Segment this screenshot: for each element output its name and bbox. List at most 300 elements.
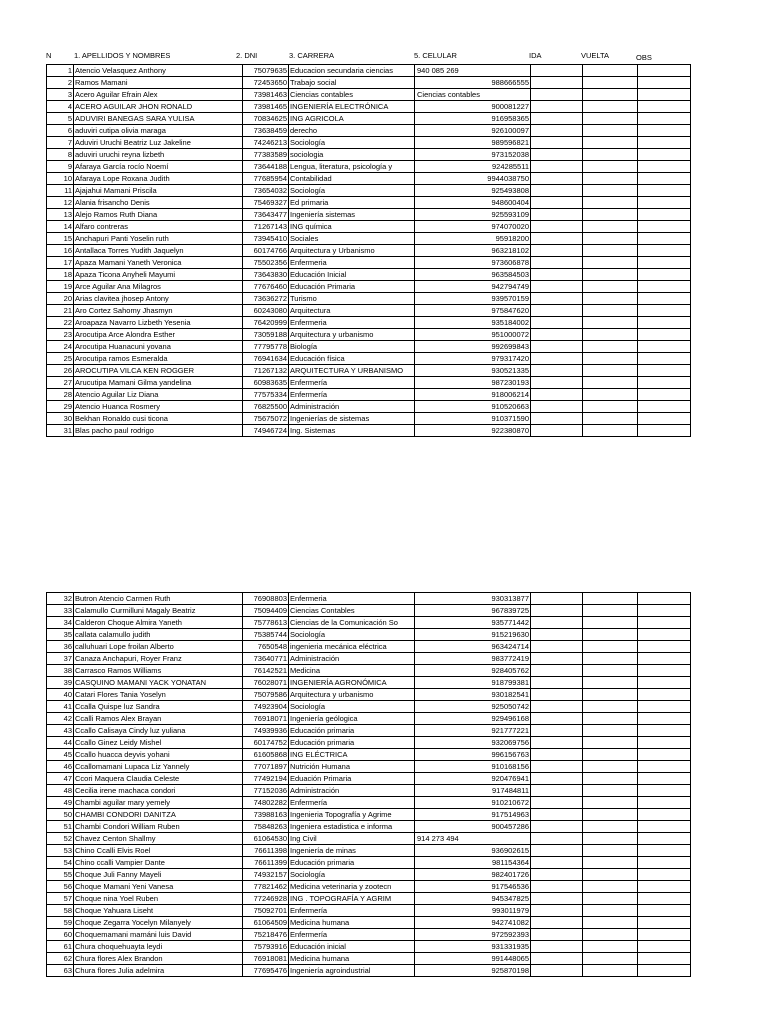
ida-cell [531,149,583,161]
vuelta-cell [583,653,638,665]
table-row [47,773,691,785]
career-cell: Eduación Primaria [289,773,415,785]
student-name: Ramos Mamani [74,77,243,89]
dni-cell: 73059188 [243,329,289,341]
header-ida: IDA [529,51,542,60]
phone-cell: 981154364 [415,857,531,869]
student-name: Alejo Ramos Ruth Diana [74,209,243,221]
phone-cell: 931331935 [415,941,531,953]
obs-cell [638,281,691,293]
student-name: Ajajahui Mamani Priscila [74,185,243,197]
obs-cell [638,629,691,641]
career-cell: Nutrición Humana [289,761,415,773]
career-cell: Educación Primaria [289,281,415,293]
obs-cell [638,737,691,749]
dni-cell: 74246213 [243,137,289,149]
table-row [47,161,691,173]
dni-cell: 75385744 [243,629,289,641]
table-row [47,881,691,893]
table-row [47,257,691,269]
row-number: 60 [47,929,74,941]
ida-cell [531,929,583,941]
vuelta-cell [583,137,638,149]
dni-cell: 76420999 [243,317,289,329]
ida-cell [531,65,583,77]
header-dni: 2. DNI [236,51,258,60]
phone-cell: 925493808 [415,185,531,197]
row-number: 59 [47,917,74,929]
table-row [47,353,691,365]
table-row [47,329,691,341]
student-name: Calamullo Curmilluni Magaly Beatriz [74,605,243,617]
table-row [47,401,691,413]
table-row [47,677,691,689]
vuelta-cell [583,617,638,629]
phone-cell: 963218102 [415,245,531,257]
phone-cell: 930521335 [415,365,531,377]
vuelta-cell [583,593,638,605]
obs-cell [638,293,691,305]
obs-cell [638,713,691,725]
row-number: 35 [47,629,74,641]
student-name: Chino Ccalli Elvis Roel [74,845,243,857]
ida-cell [531,137,583,149]
student-name: Atencio Huanca Rosmery [74,401,243,413]
table-row [47,629,691,641]
phone-cell: 930182541 [415,689,531,701]
obs-cell [638,317,691,329]
obs-cell [638,953,691,965]
obs-cell [638,881,691,893]
dni-cell: 76825500 [243,401,289,413]
dni-cell: 77152036 [243,785,289,797]
obs-cell [638,389,691,401]
obs-cell [638,413,691,425]
dni-cell: 76142521 [243,665,289,677]
table-row [47,953,691,965]
ida-cell [531,713,583,725]
phone-cell: 920476941 [415,773,531,785]
row-number: 28 [47,389,74,401]
dni-cell: 60174766 [243,245,289,257]
ida-cell [531,185,583,197]
table-row [47,869,691,881]
phone-cell: 916958365 [415,113,531,125]
table-row [47,209,691,221]
career-cell: Educación Inicial [289,269,415,281]
phone-cell: 975847620 [415,305,531,317]
ida-cell [531,749,583,761]
career-cell: Administración [289,785,415,797]
dni-cell: 73640771 [243,653,289,665]
obs-cell [638,353,691,365]
career-cell: Arquitectura y urbanismo [289,329,415,341]
obs-cell [638,305,691,317]
row-number: 15 [47,233,74,245]
career-cell: Ingenierías de sistemas [289,413,415,425]
phone-cell: 972592393 [415,929,531,941]
row-number: 6 [47,125,74,137]
ida-cell [531,689,583,701]
table-row [47,77,691,89]
student-name: Afaraya García rocío Noemí [74,161,243,173]
career-cell: Educación física [289,353,415,365]
obs-cell [638,833,691,845]
vuelta-cell [583,245,638,257]
student-name: calluhuari Lope froilan Alberto [74,641,243,653]
ida-cell [531,365,583,377]
dni-cell: 71267132 [243,365,289,377]
dni-cell: 77246928 [243,893,289,905]
vuelta-cell [583,725,638,737]
student-name: ACERO AGUILAR JHON RONALD [74,101,243,113]
obs-cell [638,149,691,161]
dni-cell: 77795778 [243,341,289,353]
obs-cell [638,809,691,821]
phone-cell: 979317420 [415,353,531,365]
vuelta-cell [583,209,638,221]
dni-cell: 76918071 [243,713,289,725]
vuelta-cell [583,257,638,269]
obs-cell [638,929,691,941]
obs-cell [638,269,691,281]
career-cell: Educación inicial [289,941,415,953]
row-number: 52 [47,833,74,845]
career-cell: ARQUITECTURA Y URBANISMO [289,365,415,377]
student-name: Chino ccalli Vampier Dante [74,857,243,869]
dni-cell: 7650548 [243,641,289,653]
student-name: ADUVIRI BANEGAS SARA YULISA [74,113,243,125]
row-number: 51 [47,821,74,833]
row-number: 42 [47,713,74,725]
phone-cell: 95918200 [415,233,531,245]
career-cell: ING AGRICOLA [289,113,415,125]
student-name: Arias clavitea jhosep Antony [74,293,243,305]
obs-cell [638,653,691,665]
vuelta-cell [583,701,638,713]
student-name: Atencio Velasquez Anthony [74,65,243,77]
phone-cell: 963584503 [415,269,531,281]
ida-cell [531,965,583,977]
dni-cell: 60243080 [243,305,289,317]
vuelta-cell [583,365,638,377]
career-cell: ingenieria mecánica eléctrica [289,641,415,653]
vuelta-cell [583,317,638,329]
dni-cell: 77821462 [243,881,289,893]
table-row [47,101,691,113]
obs-cell [638,893,691,905]
phone-cell: 989596821 [415,137,531,149]
obs-cell [638,917,691,929]
dni-cell: 75502356 [243,257,289,269]
vuelta-cell [583,833,638,845]
phone-cell: 935184002 [415,317,531,329]
row-number: 27 [47,377,74,389]
student-name: Arucutipa Mamani Gilma yandelina [74,377,243,389]
obs-cell [638,641,691,653]
vuelta-cell [583,197,638,209]
table-row [47,233,691,245]
table-row [47,809,691,821]
dni-cell: 61064509 [243,917,289,929]
obs-cell [638,617,691,629]
row-number: 25 [47,353,74,365]
dni-cell: 76908803 [243,593,289,605]
ida-cell [531,401,583,413]
table-row [47,317,691,329]
header-vuelta: VUELTA [581,51,610,60]
career-cell: Ingeniería geólogica [289,713,415,725]
student-name: aduviri uruchi reyna lizbeth [74,149,243,161]
student-name: CASQUINO MAMANI YACK YONATAN [74,677,243,689]
career-cell: ING ELÉCTRICA [289,749,415,761]
phone-cell: 924285511 [415,161,531,173]
career-cell: Ed primaria [289,197,415,209]
career-cell: Ciencias Contables [289,605,415,617]
career-cell: Enfermería [289,389,415,401]
career-cell: Administración [289,653,415,665]
ida-cell [531,317,583,329]
student-name: Choque Juli Fanny Mayeli [74,869,243,881]
phone-cell: 922380870 [415,425,531,437]
dni-cell: 75469327 [243,197,289,209]
phone-cell: 918006214 [415,389,531,401]
vuelta-cell [583,173,638,185]
phone-cell: 900457286 [415,821,531,833]
phone-cell: 936902615 [415,845,531,857]
vuelta-cell [583,293,638,305]
row-number: 2 [47,77,74,89]
table-row [47,197,691,209]
ida-cell [531,161,583,173]
vuelta-cell [583,269,638,281]
row-number: 48 [47,785,74,797]
student-name: Alfaro contreras [74,221,243,233]
dni-cell: 74946724 [243,425,289,437]
row-number: 57 [47,893,74,905]
vuelta-cell [583,941,638,953]
ida-cell [531,605,583,617]
career-cell: Medicina veterinaria y zootecn [289,881,415,893]
dni-cell: 73644188 [243,161,289,173]
ida-cell [531,413,583,425]
career-cell: Medicina humana [289,917,415,929]
header-name: 1. APELLIDOS Y NOMBRES [74,51,171,60]
career-cell: Sociología [289,869,415,881]
phone-cell: 921777221 [415,725,531,737]
ida-cell [531,917,583,929]
row-number: 47 [47,773,74,785]
row-number: 45 [47,749,74,761]
student-name: Choque Mamani Yeni Vanesa [74,881,243,893]
ida-cell [531,197,583,209]
table-row [47,761,691,773]
row-number: 62 [47,953,74,965]
career-cell: INGENIERÍA AGRONÓMICA [289,677,415,689]
dni-cell: 73981465 [243,101,289,113]
ida-cell [531,629,583,641]
obs-cell [638,965,691,977]
obs-cell [638,341,691,353]
obs-cell [638,125,691,137]
career-cell: Educación primaria [289,857,415,869]
student-name: Choque nina Yoel Ruben [74,893,243,905]
ida-cell [531,857,583,869]
table-row [47,905,691,917]
obs-cell [638,593,691,605]
vuelta-cell [583,149,638,161]
vuelta-cell [583,185,638,197]
dni-cell: 77685954 [243,173,289,185]
table-row [47,65,691,77]
row-number: 38 [47,665,74,677]
dni-cell: 72453650 [243,77,289,89]
phone-cell: 932069756 [415,737,531,749]
phone-cell: 917484811 [415,785,531,797]
row-number: 1 [47,65,74,77]
phone-cell: 988666555 [415,77,531,89]
student-name: Arocutipa Huanacuni yovana [74,341,243,353]
phone-cell: 982401726 [415,869,531,881]
dni-cell: 60983635 [243,377,289,389]
table-row [47,221,691,233]
dni-cell: 76918081 [243,953,289,965]
row-number: 8 [47,149,74,161]
student-name: Chambi Condori William Ruben [74,821,243,833]
career-cell: Ciencias contables [289,89,415,101]
table-row [47,665,691,677]
row-number: 21 [47,305,74,317]
vuelta-cell [583,89,638,101]
vuelta-cell [583,785,638,797]
dni-cell: 76941634 [243,353,289,365]
career-cell: Medicina [289,665,415,677]
dni-cell: 77071897 [243,761,289,773]
student-name: Chavez Centon Shallmy [74,833,243,845]
ida-cell [531,905,583,917]
ida-cell [531,785,583,797]
obs-cell [638,689,691,701]
student-name: Apaza Mamani Yaneth Veronica [74,257,243,269]
vuelta-cell [583,65,638,77]
dni-cell: 76028071 [243,677,289,689]
obs-cell [638,365,691,377]
row-number: 58 [47,905,74,917]
table-row [47,941,691,953]
row-number: 19 [47,281,74,293]
obs-cell [638,173,691,185]
career-cell: Sociología [289,629,415,641]
table-row [47,701,691,713]
table-row [47,365,691,377]
career-cell: Ingeniería agroindustrial [289,965,415,977]
table-row [47,149,691,161]
obs-cell [638,845,691,857]
phone-cell: 910371590 [415,413,531,425]
vuelta-cell [583,425,638,437]
ida-cell [531,101,583,113]
student-name: Arce Aguilar Ana Milagros [74,281,243,293]
dni-cell: 73638459 [243,125,289,137]
obs-cell [638,113,691,125]
career-cell: Sociología [289,701,415,713]
vuelta-cell [583,113,638,125]
ida-cell [531,257,583,269]
ida-cell [531,821,583,833]
row-number: 40 [47,689,74,701]
student-name: Aduviri Uruchi Beatriz Luz Jakeline [74,137,243,149]
student-name: AROCUTIPA VILCA KEN ROGGER [74,365,243,377]
student-name: Choquemamani mamáni luis David [74,929,243,941]
student-name: Carrasco Ramos Williams [74,665,243,677]
student-name: Ccori Maquera Claudia Celeste [74,773,243,785]
obs-cell [638,377,691,389]
obs-cell [638,101,691,113]
ida-cell [531,701,583,713]
row-number: 18 [47,269,74,281]
obs-cell [638,905,691,917]
ida-cell [531,245,583,257]
vuelta-cell [583,905,638,917]
ida-cell [531,869,583,881]
student-name: CHAMBI CONDORI DANITZA [74,809,243,821]
career-cell: Administración [289,401,415,413]
student-name: Ccalla Quispe luz Sandra [74,701,243,713]
student-name: Butron Atencio Carmen Ruth [74,593,243,605]
obs-cell [638,89,691,101]
phone-cell: 917546536 [415,881,531,893]
dni-cell: 75793916 [243,941,289,953]
phone-cell: 939570159 [415,293,531,305]
career-cell: Ingeniería sistemas [289,209,415,221]
phone-cell: 910168156 [415,761,531,773]
student-name: Chura flores Julia adelmira [74,965,243,977]
row-number: 32 [47,593,74,605]
career-cell: Enfermeria [289,257,415,269]
table-row [47,653,691,665]
ida-cell [531,893,583,905]
phone-cell: 983772419 [415,653,531,665]
dni-cell: 71267143 [243,221,289,233]
student-name: Ccallo huacca deyvis yohani [74,749,243,761]
obs-cell [638,761,691,773]
phone-cell: 900081227 [415,101,531,113]
table-row [47,965,691,977]
vuelta-cell [583,869,638,881]
vuelta-cell [583,341,638,353]
phone-cell: 963424714 [415,641,531,653]
table-row [47,893,691,905]
student-name: Ccallo Calisaya Cindy luz yuliana [74,725,243,737]
phone-cell: 996156763 [415,749,531,761]
obs-cell [638,665,691,677]
ida-cell [531,425,583,437]
ida-cell [531,953,583,965]
ida-cell [531,125,583,137]
phone-cell: 917514963 [415,809,531,821]
table-row [47,269,691,281]
career-cell: ING . TOPOGRAFÍA Y AGRIM [289,893,415,905]
ida-cell [531,665,583,677]
career-cell: Ingenieria Topografía y Agrime [289,809,415,821]
phone-cell: 942794749 [415,281,531,293]
row-number: 10 [47,173,74,185]
obs-cell [638,869,691,881]
table-row [47,305,691,317]
phone-cell: 951000072 [415,329,531,341]
student-name: Chura choquehuayta leydi [74,941,243,953]
phone-cell: Ciencias contables [415,89,531,101]
